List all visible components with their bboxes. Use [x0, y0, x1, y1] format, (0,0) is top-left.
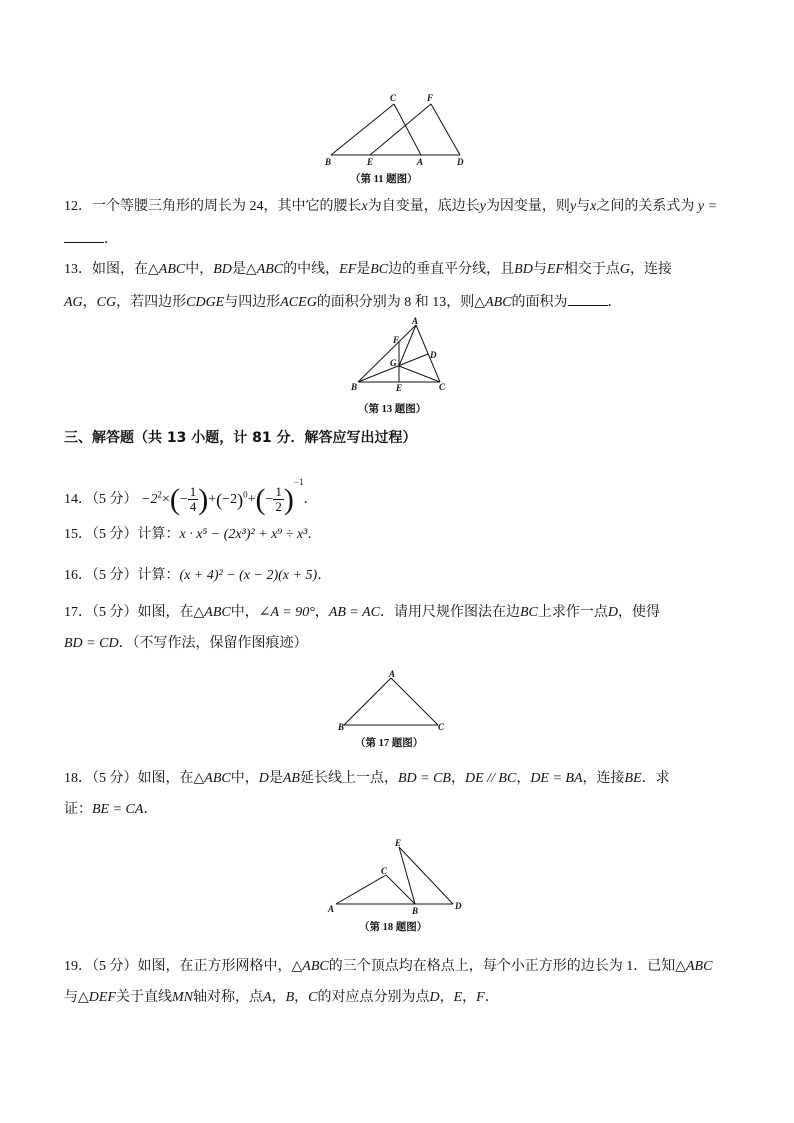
label-e: E: [367, 157, 374, 167]
label-e: E: [396, 383, 403, 393]
label-a: A: [412, 316, 419, 326]
label-d: D: [457, 157, 464, 167]
label-a: A: [389, 669, 396, 679]
question-19-line-1: 19．（5 分）如图，在正方形网格中，△ABC的三个顶点均在格点上，每个小正方形的边长为 1．已知△ABC: [64, 959, 713, 974]
label-b: B: [338, 722, 345, 730]
question-18-line-2: 证：BE = CA．: [64, 802, 158, 817]
figure-11: [318, 90, 478, 170]
figure-18: [324, 835, 469, 920]
label-f: F: [427, 93, 434, 103]
question-12-line-2: ．: [64, 228, 118, 250]
question-12-line-1: 12．一个等腰三角形的周长为 24，其中它的腰长x为自变量，底边长y为因变量，则y与x之间的关系式为 y =: [64, 199, 718, 214]
label-a: A: [417, 157, 424, 167]
label-a: A: [328, 904, 335, 914]
label-d: D: [430, 350, 437, 360]
figure-13-diagram: [344, 316, 454, 396]
figure-11-caption: （第 11 题图）: [350, 174, 418, 185]
figure-17-diagram: [334, 668, 454, 730]
figure-17-caption: （第 17 题图）: [355, 738, 424, 749]
label-e: E: [395, 838, 402, 848]
figure-13-caption: （第 13 题图）: [358, 404, 427, 415]
label-f: F: [393, 335, 400, 345]
label-d: D: [455, 901, 462, 911]
question-16: 16．（5 分）计算：(x + 4)² − (x − 2)(x + 5)．: [64, 568, 332, 583]
figure-11-diagram: [318, 90, 478, 170]
label-b: B: [351, 382, 358, 392]
question-13-line-1: 13．如图，在△ABC中，BD是△ABC的中线，EF是BC边的垂直平分线，且BD与EF相交于点G，连接: [64, 262, 673, 277]
label-g: G: [390, 358, 397, 368]
question-14: 14．（5 分） $-2^2\times(-$ $\frac{1}{4}$ )$+(-2)^0+(-$ $\frac{1}{2}$ )$^{-1}$．: [64, 477, 318, 516]
answer-blank-12[interactable]: [64, 228, 104, 243]
question-17-line-2: BD = CD．（不写作法，保留作图痕迹）: [64, 636, 308, 651]
question-18-line-1: 18．（5 分）如图，在△ABC中，D是AB延长线上一点，BD = CB，DE // BC，DE = BA，连接BE．求: [64, 771, 670, 786]
question-13-line-2: AG，CG，若四边形CDGE与四边形ACEG的面积分别为 8 和 13，则△ABC的面积为 ．: [64, 291, 622, 313]
label-b: B: [325, 157, 332, 167]
question-19-line-2: 与△DEF关于直线MN轴对称，点A，B，C的对应点分别为点D，E，F．: [64, 990, 499, 1005]
section-3-heading: 三、解答题（共 13 小题，计 81 分．解答应写出过程）: [64, 430, 417, 446]
figure-17: [334, 668, 454, 730]
figure-18-diagram: [324, 835, 469, 920]
label-c: C: [381, 866, 388, 876]
figure-18-caption: （第 18 题图）: [359, 922, 428, 933]
question-17-line-1: 17．（5 分）如图，在△ABC中，∠A = 90°，AB = AC．请用尺规作图法在边BC上求作一点D，使得: [64, 605, 661, 620]
label-b: B: [412, 906, 419, 916]
label-c: C: [438, 722, 445, 730]
fraction-one-quarter: $\frac{1}{4}$: [189, 484, 197, 515]
label-c: C: [390, 93, 397, 103]
answer-blank-13[interactable]: [568, 291, 608, 306]
label-c: C: [439, 382, 446, 392]
question-15: 15．（5 分）计算：x · x⁵ − (2x³)² + x⁹ ÷ x³．: [64, 527, 322, 542]
fraction-one-half: $\frac{1}{2}$: [275, 484, 282, 515]
figure-13: [344, 316, 454, 396]
